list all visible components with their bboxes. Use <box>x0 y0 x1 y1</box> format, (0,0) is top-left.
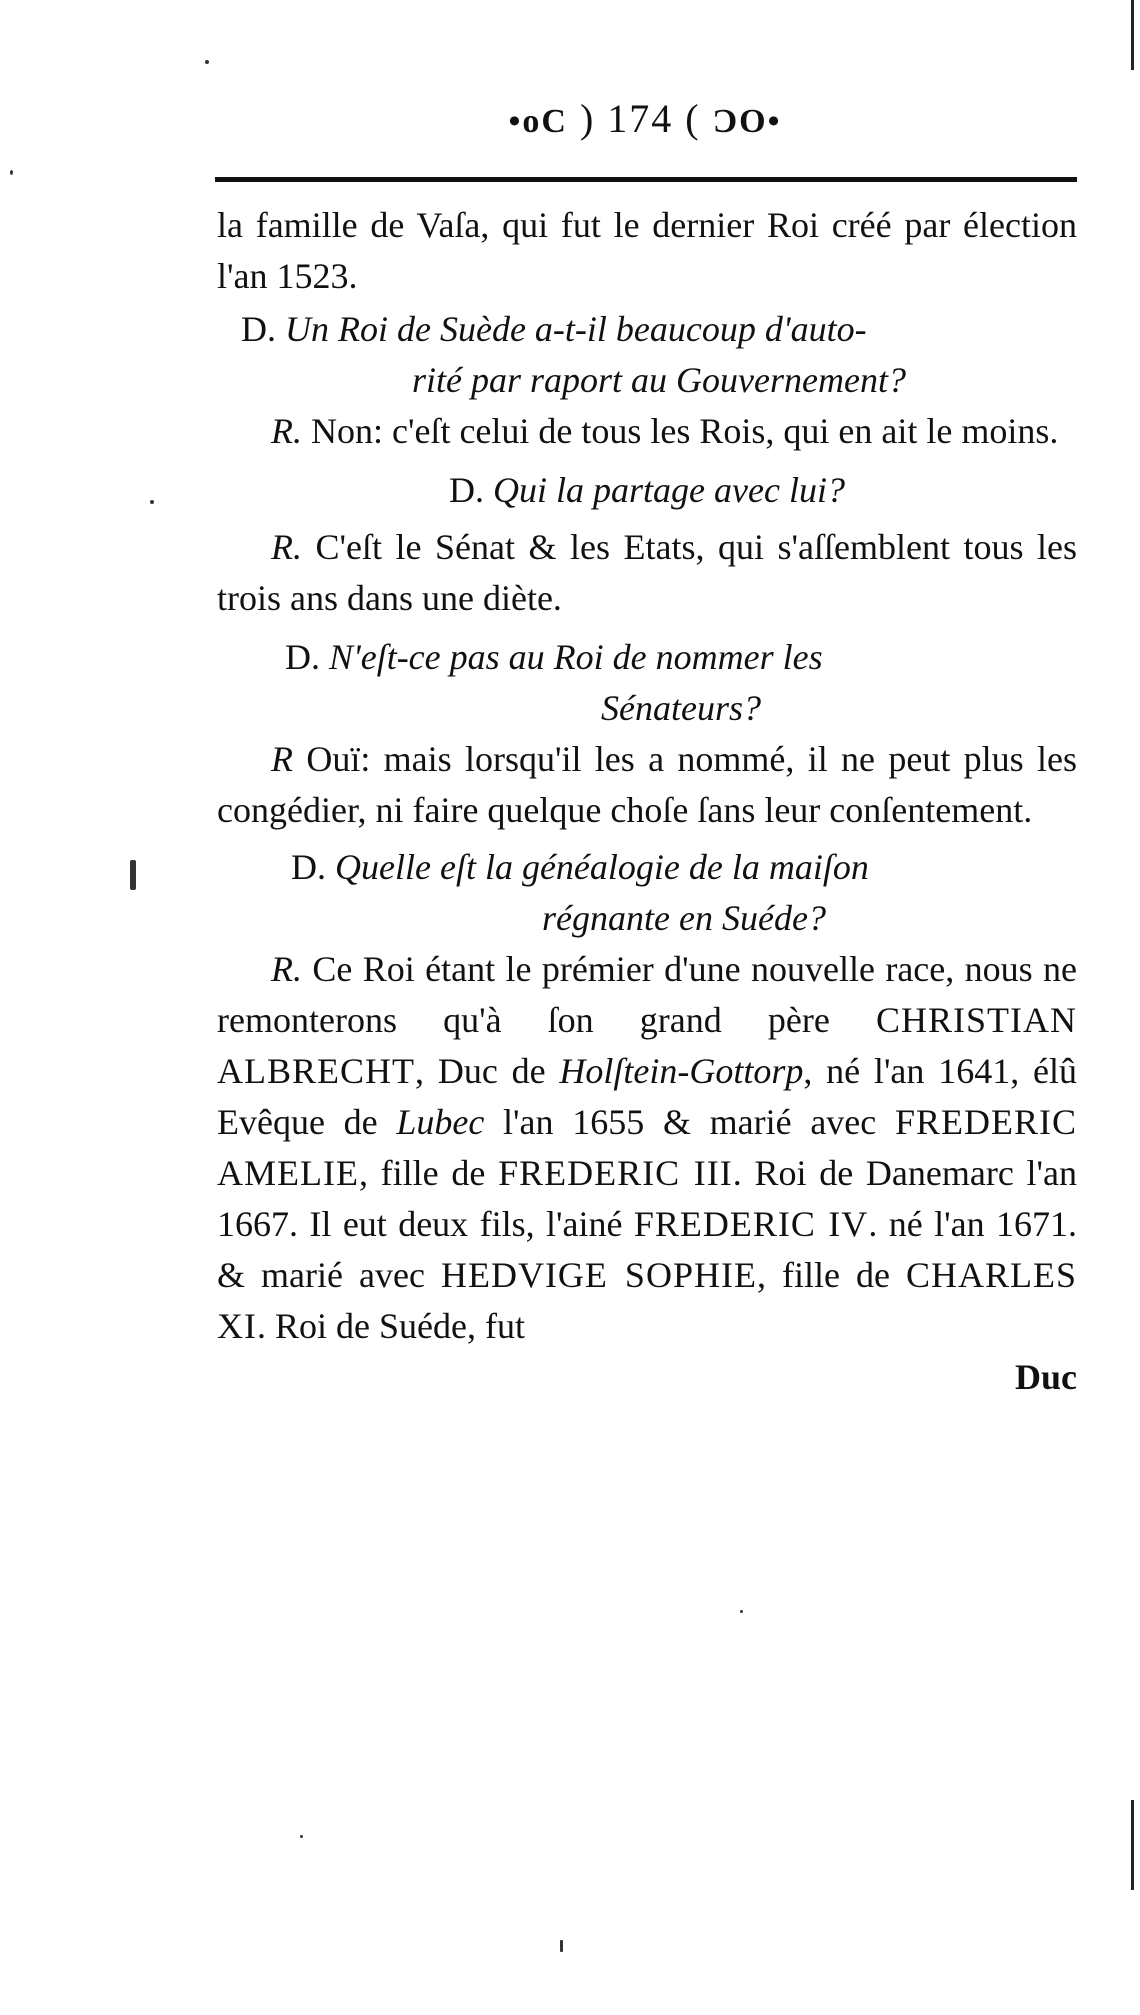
answer-text-e: , fille de <box>358 1153 499 1193</box>
answer-label: R. <box>271 949 302 989</box>
scan-speck <box>740 1610 743 1613</box>
answer-2 <box>217 522 1077 624</box>
answer-text-c: , né l'an 1641, élû Evêque de <box>217 1051 1077 1142</box>
question-continuation: Sénateurs? <box>601 688 761 728</box>
scan-speck <box>10 170 13 175</box>
scan-speck <box>205 60 209 64</box>
page-number: ) 174 ( <box>579 96 701 141</box>
person-name: FREDERIC III <box>498 1153 733 1193</box>
catchword: Duc <box>1015 1357 1077 1397</box>
answer-text-h: , fille de <box>756 1255 906 1295</box>
answer-4 <box>217 944 1077 1352</box>
person-name: HEDVIGE SOPHIE <box>440 1255 757 1295</box>
header-rule <box>215 177 1077 182</box>
answer-text-a: Ce Roi étant le prémier d'une nouvelle race, nous ne remonterons qu'à ſon grand père <box>217 949 1078 1040</box>
scan-speck <box>150 500 154 504</box>
scan-speck <box>300 1835 303 1838</box>
person-name: FREDERIC AMELIE <box>217 1102 1077 1193</box>
place-name: Lubec <box>396 1102 485 1142</box>
question-text: Un Roi de Suède a-t-il beaucoup d'auto- <box>285 309 867 349</box>
scan-speck <box>560 1940 563 1952</box>
continuation-paragraph <box>217 200 1077 302</box>
question-3 <box>217 632 1077 734</box>
person-name: CHARLES XI <box>217 1255 1077 1346</box>
scan-speck <box>130 860 136 890</box>
question-text: Qui la partage avec lui? <box>493 470 845 510</box>
question-2 <box>217 465 1077 516</box>
right-ornament: ƆO• <box>712 103 782 140</box>
page-edge-mark <box>1131 0 1134 70</box>
question-continuation: rité par raport au Gouvernement? <box>412 360 906 400</box>
question-text: Quelle eſt la généalogie de la maiſon <box>335 847 869 887</box>
question-label: D. <box>291 847 326 887</box>
question-label: D. <box>449 470 485 510</box>
answer-text-i: . Roi de Suéde, fut <box>257 1306 525 1346</box>
answer-text-d: l'an 1655 & marié avec <box>484 1102 895 1142</box>
answer-text-g: . né l'an 1671. & marié avec <box>217 1204 1077 1295</box>
question-1 <box>217 304 1077 406</box>
paragraph-text: la famille de Vaſa, qui fut le dernier Roi créé par élection l'an 1523. <box>217 205 1077 296</box>
question-4 <box>217 842 1077 944</box>
answer-1 <box>217 406 1077 457</box>
answer-label: R <box>271 739 293 779</box>
answer-text: Non: c'eſt celui de tous les Rois, qui en ait le moins. <box>311 411 1059 451</box>
person-name: CHRISTIAN ALBRECHT <box>217 1000 1077 1091</box>
answer-label: R. <box>271 411 302 451</box>
answer-text-f: . Roi de Danemarc l'an 1667. Il eut deux fils, l'ainé <box>217 1153 1077 1244</box>
answer-text: Ouï: mais lorsqu'il les a nommé, il ne peut plus les congédier, ni faire quelque choſe ſans leur conſentement. <box>217 739 1077 830</box>
question-label: D. <box>285 637 320 677</box>
person-name: FREDERIC IV <box>633 1204 869 1244</box>
place-name: Holſtein-Gottorp <box>559 1051 804 1091</box>
question-continuation: régnante en Suéde? <box>542 898 826 938</box>
left-ornament: •oC <box>508 103 568 140</box>
question-text: N'eſt-ce pas au Roi de nommer les <box>329 637 823 677</box>
answer-text: C'eſt le Sénat & les Etats, qui s'aſſemblent tous les trois ans dans une diète. <box>217 527 1077 618</box>
answer-label: R. <box>271 527 302 567</box>
text-block <box>217 200 1077 1403</box>
running-header <box>215 95 1075 142</box>
page-edge-mark <box>1131 1800 1134 1890</box>
answer-3 <box>217 734 1077 836</box>
answer-text-b: , Duc de <box>415 1051 560 1091</box>
question-label: D. <box>241 309 276 349</box>
